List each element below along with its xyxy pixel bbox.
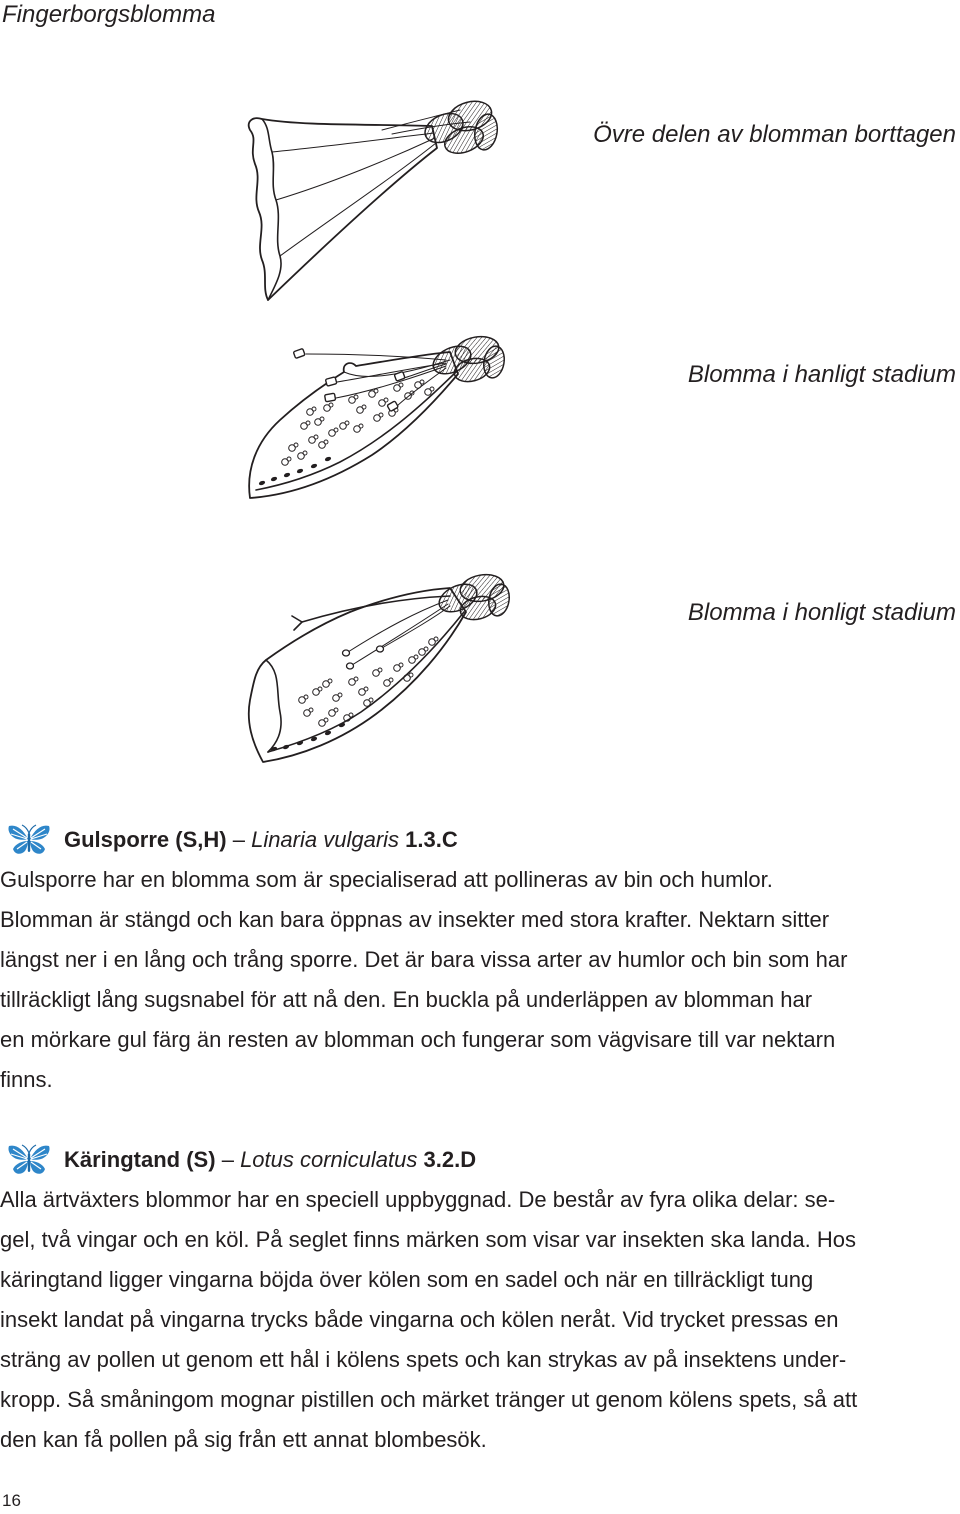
withered-anther [377,646,384,652]
section-heading [0,820,958,860]
species-code: 3.2.D [423,1147,477,1172]
body-text-line: Gulsporre har en blomma som är specialiserad att pollineras av bin och humlor. [0,867,773,892]
body-text-line: kropp. Så småningom mognar pistillen och märket tränger ut genom kölens spets, så att [0,1387,858,1412]
figure-caption: Övre delen av blomman borttagen [593,121,956,148]
body-text-line: längst ner i en lång och trång sporre. Det är bara vissa arter av humlor och bin som har [0,947,848,972]
running-head-title: Fingerborgsblomma [2,1,216,28]
butterfly-body [28,833,30,852]
foxglove-illustration-female-stage [236,572,516,767]
butterfly-body [28,1153,30,1172]
body-text-line: en mörkare gul färg än resten av blomman och fungerar som vägvisare till var nektarn [0,1027,836,1052]
corolla-outline [249,118,437,300]
species-latin-name: Lotus corniculatus [240,1147,418,1172]
anther [325,393,336,402]
foxglove-illustration-male-stage [232,330,512,520]
body-text-line: Blomman är stängd och kan bara öppnas av insekter med stora krafter. Nektarn sitter [0,907,830,932]
body-text-line: insekt landat på vingarna trycks både vingarna och kölen neråt. Vid trycket pressas en [0,1307,839,1332]
page-number: 16 [2,1491,21,1510]
butterfly-icon [7,822,51,858]
corolla-outline [249,352,458,498]
species-latin-name: Linaria vulgaris [251,827,400,852]
species-code: 1.3.C [405,827,458,852]
body-text-line: finns. [0,1067,53,1092]
body-text-line: tillräckligt lång sugsnabel för att nå den. En buckla på underläppen av blomman har [0,987,813,1012]
figure-caption: Blomma i hanligt stadium [687,361,956,388]
heading-dash: – [232,827,245,852]
body-text-line: sträng av pollen ut genom ett hål i kölens spets och kan strykas av på insektens under- [0,1347,847,1372]
body-text-line: gel, två vingar och en köl. På seglet finns märken som visar var insekten ska landa. Hos [0,1227,856,1252]
withered-anther [347,663,354,669]
butterfly-icon [7,1142,51,1178]
foxglove-illustration-opened [232,88,512,313]
heading-dash: – [221,1147,234,1172]
body-text-line: Alla ärtväxters blommor har en speciell uppbyggnad. De består av fyra olika delar: se- [0,1187,836,1212]
anther [293,348,305,358]
withered-anther [343,650,350,656]
species-section-gulsporre [0,820,958,1100]
body-text-line: käringtand ligger vingarna böjda över kölen som en sadel och när en tillräckligt tung [0,1267,814,1292]
species-common-name: Gulsporre (S,H) [64,827,227,852]
butterfly-antenna [22,825,36,833]
figure-caption: Blomma i honligt stadium [687,599,956,626]
section-heading [0,1140,958,1180]
species-section-karingtand [0,1140,958,1460]
species-common-name: Käringtand (S) [64,1147,216,1172]
butterfly-antenna [22,1145,36,1153]
body-text-line: den kan få pollen på sig från ett annat blombesök. [0,1427,487,1452]
stigma [292,616,302,630]
